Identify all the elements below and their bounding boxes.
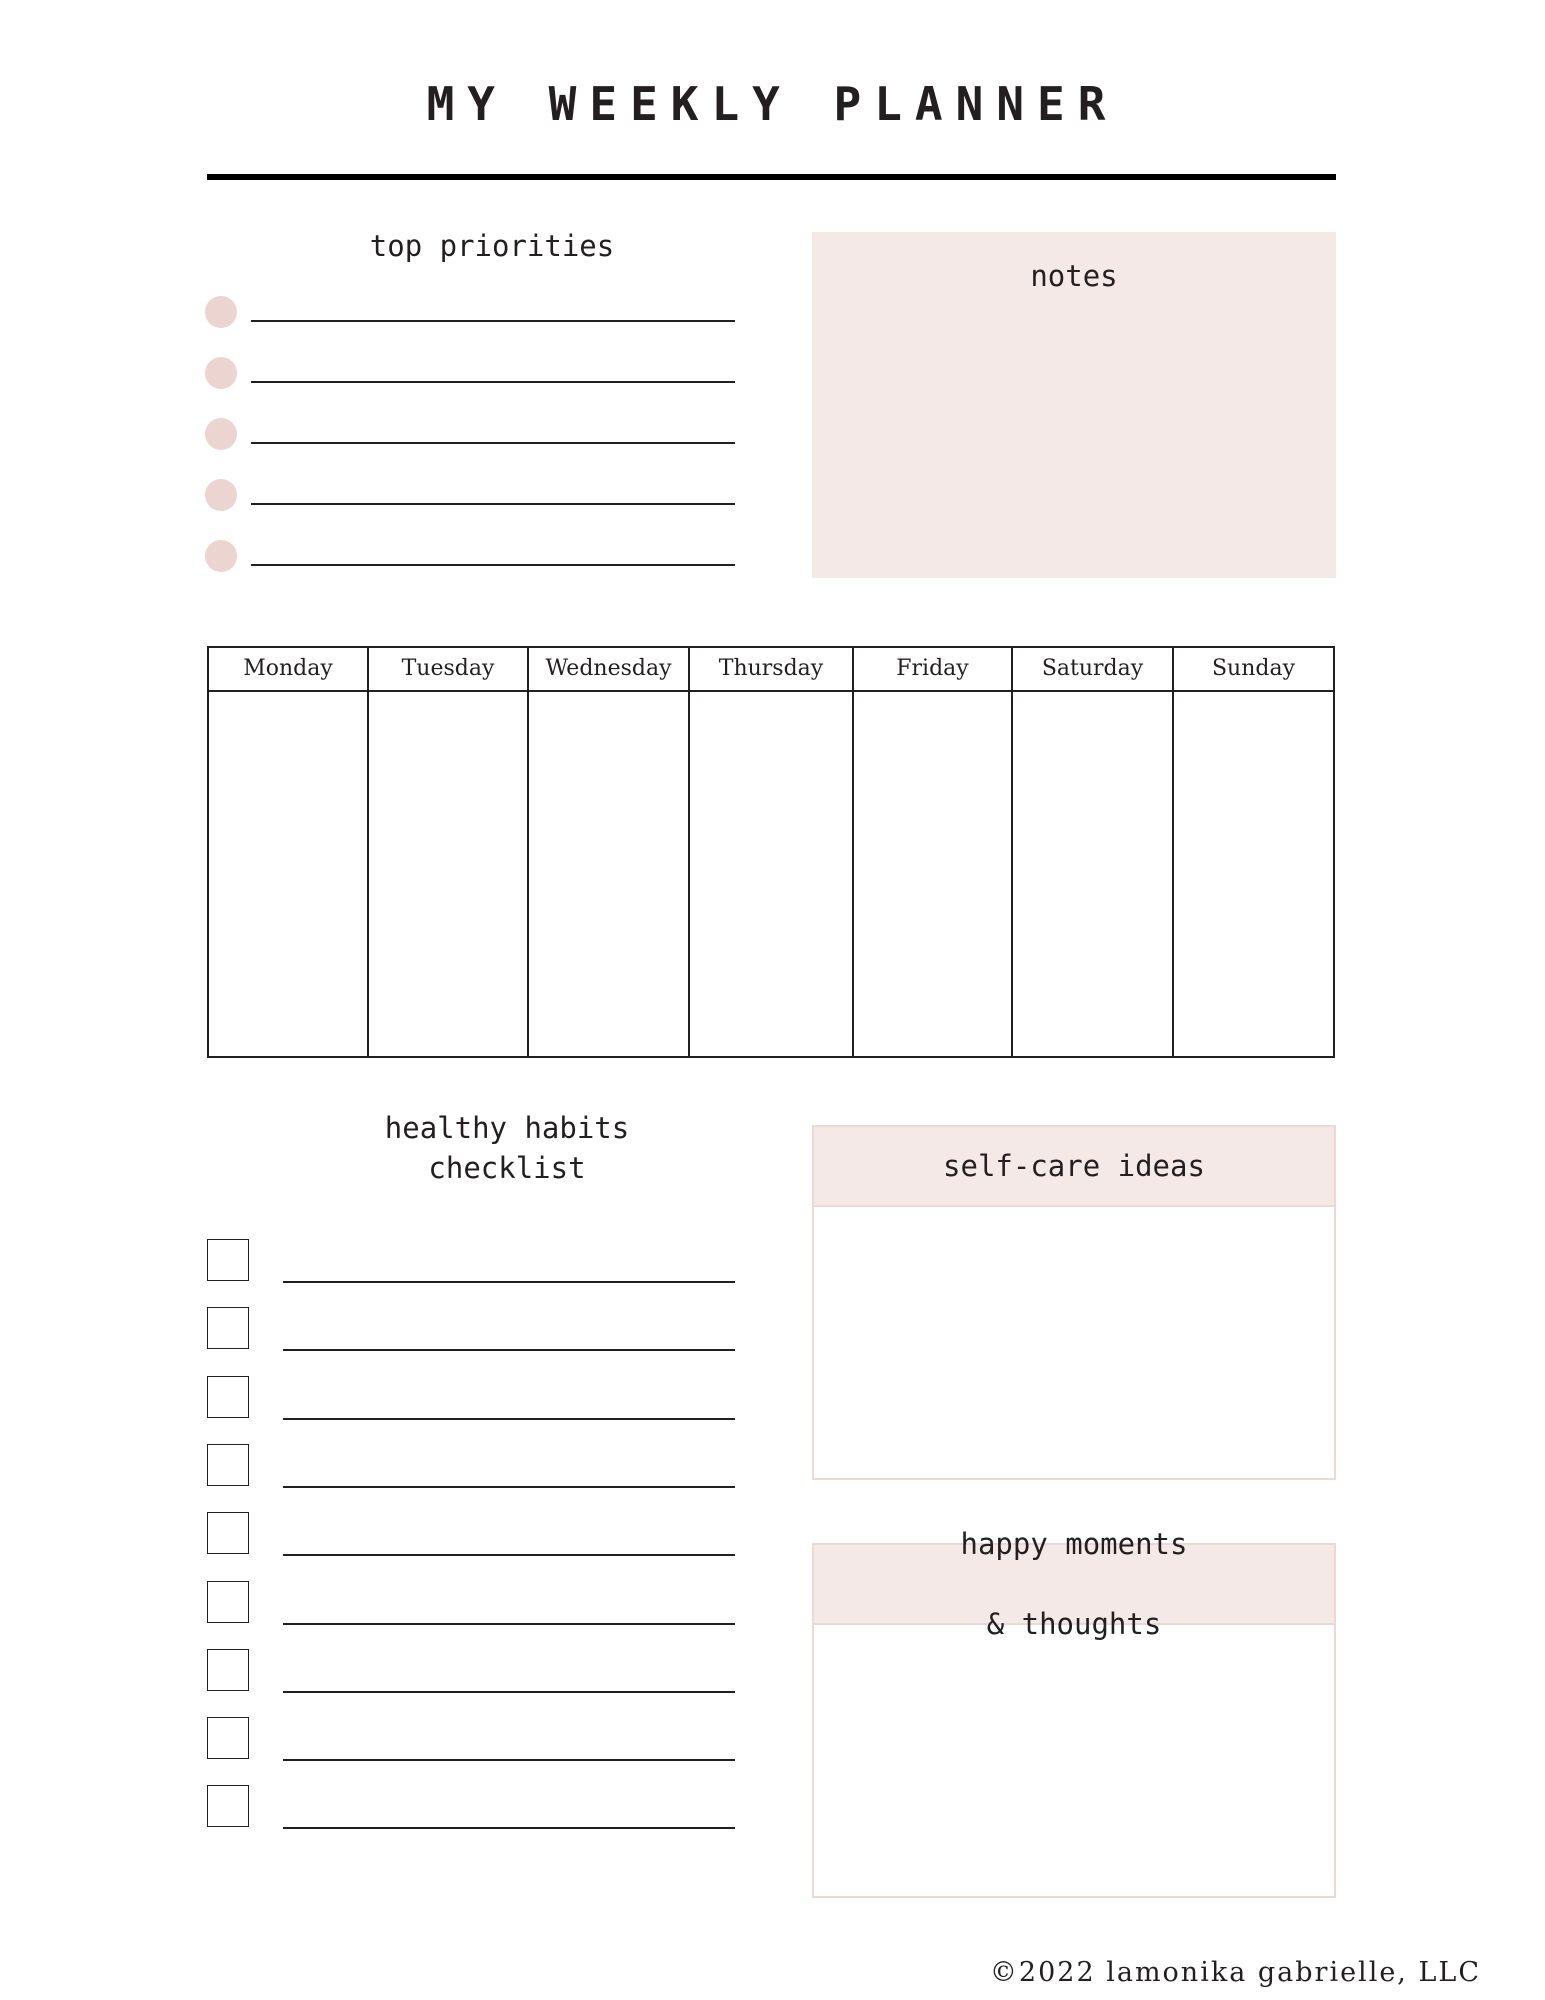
priority-write-line[interactable] — [251, 564, 735, 566]
habit-checkbox[interactable] — [207, 1376, 249, 1418]
priority-item[interactable] — [205, 479, 735, 513]
priority-item[interactable] — [205, 296, 735, 330]
day-body[interactable] — [854, 692, 1011, 1056]
habit-checkbox[interactable] — [207, 1717, 249, 1759]
habit-write-line[interactable] — [283, 1759, 735, 1761]
notes-heading: notes — [1030, 259, 1118, 293]
priority-bullet-icon — [205, 479, 237, 511]
healthy-habits-heading — [207, 1108, 807, 1188]
habit-item[interactable] — [207, 1376, 737, 1420]
happy-moments-box[interactable] — [812, 1527, 1336, 1898]
day-body[interactable] — [209, 692, 367, 1056]
priority-write-line[interactable] — [251, 320, 735, 322]
day-column[interactable] — [690, 648, 854, 1056]
habit-item[interactable] — [207, 1444, 737, 1488]
day-column[interactable] — [369, 648, 529, 1056]
habit-write-line[interactable] — [283, 1691, 735, 1693]
day-body[interactable] — [690, 692, 852, 1056]
day-column[interactable] — [1013, 648, 1174, 1056]
habit-item[interactable] — [207, 1785, 737, 1829]
habit-item[interactable] — [207, 1717, 737, 1761]
priority-bullet-icon — [205, 540, 237, 572]
priority-item[interactable] — [205, 357, 735, 391]
day-body[interactable] — [1174, 692, 1333, 1056]
day-column[interactable] — [209, 648, 369, 1056]
happy-moments-header — [814, 1527, 1334, 1641]
day-header: Friday — [854, 648, 1011, 692]
habit-item[interactable] — [207, 1239, 737, 1283]
habit-checkbox[interactable] — [207, 1785, 249, 1827]
habit-checkbox[interactable] — [207, 1581, 249, 1623]
notes-box[interactable] — [812, 232, 1336, 578]
priority-write-line[interactable] — [251, 381, 735, 383]
day-column[interactable] — [1174, 648, 1333, 1056]
habit-item[interactable] — [207, 1649, 737, 1693]
day-body[interactable] — [529, 692, 688, 1056]
healthy-habits-heading-line2: checklist — [428, 1151, 586, 1185]
day-header: Monday — [209, 648, 367, 692]
habit-write-line[interactable] — [283, 1349, 735, 1351]
habit-write-line[interactable] — [283, 1827, 735, 1829]
priority-bullet-icon — [205, 296, 237, 328]
habit-checkbox[interactable] — [207, 1307, 249, 1349]
habit-item[interactable] — [207, 1512, 737, 1556]
day-body[interactable] — [1013, 692, 1172, 1056]
day-column[interactable] — [854, 648, 1013, 1056]
day-body[interactable] — [369, 692, 527, 1056]
priority-item[interactable] — [205, 540, 735, 574]
happy-moments-heading-line2: & thoughts — [986, 1607, 1162, 1641]
self-care-header — [814, 1127, 1334, 1207]
happy-moments-heading — [961, 1484, 1188, 1684]
day-header: Sunday — [1174, 648, 1333, 692]
day-header: Tuesday — [369, 648, 527, 692]
self-care-heading: self-care ideas — [943, 1149, 1205, 1183]
day-column[interactable] — [529, 648, 690, 1056]
habit-checkbox[interactable] — [207, 1444, 249, 1486]
habit-item[interactable] — [207, 1581, 737, 1625]
priority-item[interactable] — [205, 418, 735, 452]
habit-write-line[interactable] — [283, 1554, 735, 1556]
habit-item[interactable] — [207, 1307, 737, 1351]
weekly-grid — [207, 646, 1335, 1058]
day-header: Thursday — [690, 648, 852, 692]
habit-checkbox[interactable] — [207, 1512, 249, 1554]
priority-write-line[interactable] — [251, 503, 735, 505]
habit-write-line[interactable] — [283, 1623, 735, 1625]
habit-write-line[interactable] — [283, 1281, 735, 1283]
priority-bullet-icon — [205, 357, 237, 389]
habit-write-line[interactable] — [283, 1418, 735, 1420]
priority-write-line[interactable] — [251, 442, 735, 444]
habit-checkbox[interactable] — [207, 1239, 249, 1281]
top-priorities-heading: top priorities — [369, 229, 615, 263]
habit-checkbox[interactable] — [207, 1649, 249, 1691]
self-care-box[interactable] — [812, 1125, 1336, 1480]
title-divider — [207, 174, 1336, 180]
priority-bullet-icon — [205, 418, 237, 450]
habit-write-line[interactable] — [283, 1486, 735, 1488]
happy-moments-heading-line1: happy moments — [960, 1527, 1188, 1561]
day-header: Saturday — [1013, 648, 1172, 692]
page-title: MY WEEKLY PLANNER — [426, 77, 1119, 131]
footer-copyright: ©2022 lamonika gabrielle, LLC — [989, 1957, 1481, 1988]
day-header: Wednesday — [529, 648, 688, 692]
healthy-habits-heading-line1: healthy habits — [384, 1111, 630, 1145]
